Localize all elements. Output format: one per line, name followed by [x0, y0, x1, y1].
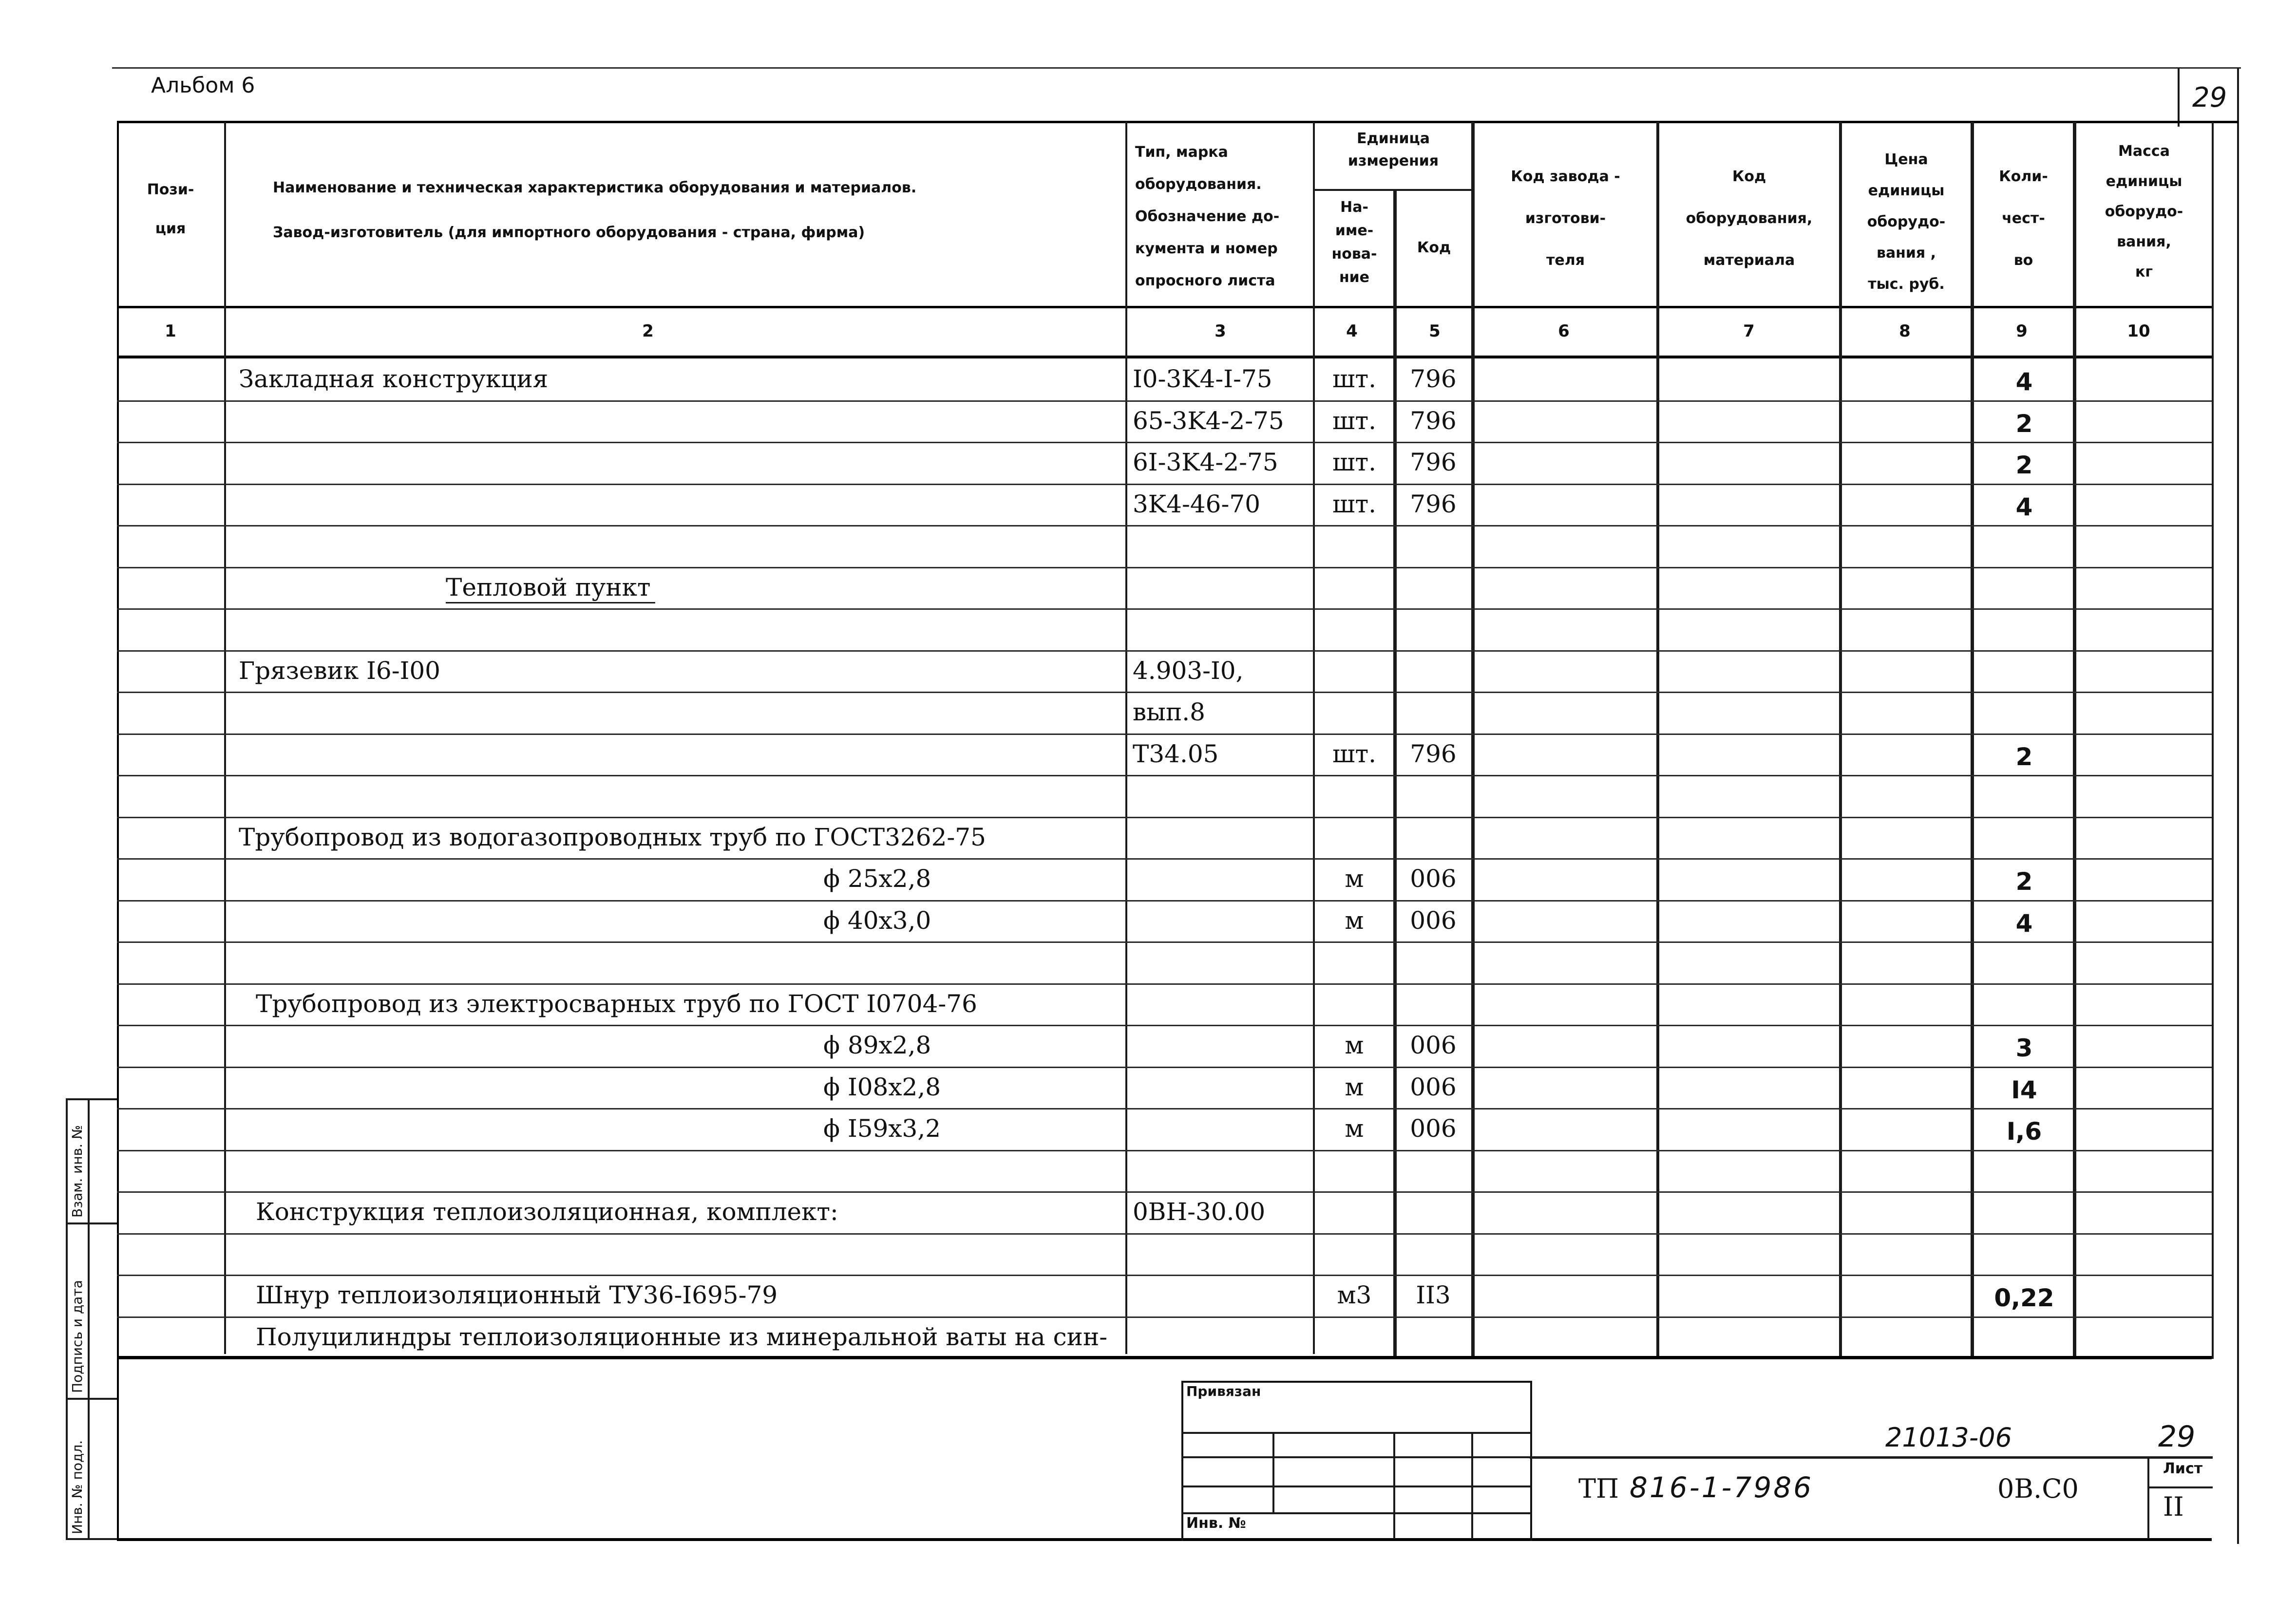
privyazan-v2: [1393, 1432, 1395, 1539]
colnum-9: 9: [2016, 321, 2028, 341]
colnum-2: 2: [642, 321, 654, 341]
col-line-6: [1656, 122, 1659, 1359]
side-label-inv: Инв. № подл.: [69, 1440, 85, 1534]
album-label: Альбом 6: [151, 73, 255, 98]
row-qty: 4: [2015, 368, 2033, 396]
side-label-sign: Подпись и дата: [69, 1280, 85, 1393]
section-code: 0B.C0: [1997, 1473, 2079, 1504]
row-line: [117, 775, 2212, 776]
row-line: [117, 1108, 2212, 1109]
header-pos: Пози- ция: [147, 181, 194, 237]
header-equip-code: Код оборудования, материала: [1686, 168, 1813, 269]
colnum-5: 5: [1429, 321, 1441, 341]
col-line-2: [1125, 122, 1127, 1354]
row-line: [117, 484, 2212, 485]
inv-no-label: Инв. №: [1186, 1515, 1246, 1532]
row-type: 65-3K4-2-75: [1133, 407, 1284, 435]
row-name: Трубопровод из водогазопроводных труб по ГОСТ3262-75: [239, 823, 986, 851]
privyazan-line-3: [1181, 1485, 1530, 1487]
colnum-6: 6: [1558, 321, 1570, 341]
row-type: 6I-3K4-2-75: [1133, 448, 1278, 476]
row-code: 006: [1410, 1031, 1457, 1059]
row-name: Грязевик I6-I00: [239, 657, 440, 685]
header-factory-code: Код завода - изготови- теля: [1511, 168, 1620, 269]
header-unit: Единица измерения: [1347, 130, 1439, 169]
privyazan-line-2: [1181, 1456, 1530, 1458]
row-name: Шнур теплоизоляционный ТУ36-I695-79: [256, 1281, 778, 1309]
colnum-bottom: [117, 356, 2212, 358]
row-name: ϕ 40x3,0: [823, 906, 931, 935]
doc-prefix: ТП: [1578, 1473, 1619, 1504]
row-line: [117, 1233, 2212, 1235]
row-line: [117, 1025, 2212, 1026]
stamp-sheet-mid: [2147, 1486, 2213, 1488]
privyazan-line-4: [1181, 1512, 1530, 1514]
row-unit: шт.: [1332, 365, 1377, 393]
row-qty: 4: [2015, 493, 2033, 521]
stamp-sheet-left: [2147, 1456, 2149, 1539]
row-code: 796: [1410, 407, 1457, 435]
header-bottom: [117, 306, 2212, 308]
row-line: [117, 1316, 2212, 1318]
row-line: [117, 692, 2212, 693]
privyazan-label: Привязан: [1186, 1383, 1261, 1399]
unit-subheader-line: [1314, 189, 1472, 191]
row-line: [117, 400, 2212, 402]
row-code: 796: [1410, 740, 1457, 768]
row-name: ϕ I59x3,2: [823, 1114, 941, 1143]
row-qty: 3: [2015, 1034, 2033, 1062]
row-qty: 2: [2015, 451, 2033, 479]
colnum-10: 10: [2127, 321, 2150, 341]
row-qty: I4: [2011, 1076, 2037, 1104]
table-body-bottom: [117, 1356, 2212, 1359]
row-code: 796: [1410, 365, 1457, 393]
colnum-4: 4: [1346, 321, 1358, 341]
row-qty: 2: [2015, 410, 2033, 438]
row-line: [117, 608, 2212, 610]
privyazan-line-1: [1181, 1432, 1530, 1434]
row-name: Тепловой пункт: [446, 573, 651, 602]
col-line-4: [1393, 190, 1397, 1359]
row-code: II3: [1416, 1281, 1451, 1309]
row-name: Трубопровод из электросварных труб по ГОСТ I0704-76: [256, 990, 977, 1018]
row-code: 006: [1410, 1073, 1457, 1101]
row-name: Полуцилиндры теплоизоляционные из минеральной ваты на син-: [256, 1323, 1108, 1351]
stamp-bottom: [117, 1538, 2212, 1541]
header-unit-name: На- име- нова- ние: [1331, 199, 1377, 286]
row-line: [117, 858, 2212, 860]
table-top: [117, 121, 2238, 123]
row-name: ϕ I08x2,8: [823, 1073, 941, 1101]
privyazan-v1: [1272, 1432, 1274, 1512]
side-strip-bottom: [66, 1538, 117, 1540]
top-rule: [112, 67, 2241, 69]
row-code: 796: [1410, 490, 1457, 518]
row-qty: 2: [2015, 743, 2033, 771]
row-code: 006: [1410, 1114, 1457, 1143]
row-qty: 4: [2015, 909, 2033, 938]
side-strip-left: [66, 1098, 68, 1539]
col-line-1: [224, 122, 226, 1354]
page-number-top: 29: [2192, 82, 2227, 113]
header-unit-code: Код: [1417, 239, 1451, 256]
col-line-5: [1471, 122, 1475, 1359]
row-line: [117, 1150, 2212, 1151]
header-qty: Коли- чест- во: [1999, 168, 2048, 269]
row-unit: шт.: [1332, 407, 1377, 435]
doc-number: 816-1-7986: [1630, 1471, 1814, 1504]
row-type: I0-3K4-I-75: [1133, 365, 1272, 393]
row-code: 796: [1410, 448, 1457, 476]
heading-underline: [446, 602, 655, 603]
row-qty: 0,22: [1994, 1284, 2054, 1312]
colnum-3: 3: [1214, 321, 1226, 341]
row-line: [117, 817, 2212, 818]
row-line: [117, 733, 2212, 735]
handwritten-page: 29: [2158, 1420, 2196, 1454]
row-unit: м: [1345, 1114, 1364, 1143]
row-line: [117, 1191, 2212, 1193]
row-name: Закладная конструкция: [239, 365, 549, 393]
row-code: 006: [1410, 865, 1457, 893]
row-code: 006: [1410, 906, 1457, 935]
row-type: T34.05: [1133, 740, 1219, 768]
row-line: [117, 1067, 2212, 1068]
row-type: вып.8: [1133, 698, 1205, 726]
row-unit: м: [1345, 1073, 1364, 1101]
row-line: [117, 650, 2212, 652]
colnum-7: 7: [1743, 321, 1755, 341]
col-line-8: [1971, 122, 1974, 1359]
row-line: [117, 900, 2212, 902]
side-strip-div2: [66, 1398, 117, 1400]
col-line-7: [1839, 122, 1842, 1359]
handwritten-code: 21013-06: [1885, 1422, 2012, 1453]
row-line: [117, 525, 2212, 526]
side-strip-mid: [88, 1098, 90, 1539]
pagebox-left: [2178, 68, 2180, 127]
row-unit: м: [1345, 1031, 1364, 1059]
row-unit: м: [1345, 906, 1364, 935]
sheet-value: II: [2163, 1491, 2184, 1522]
header-type: Тип, марка оборудования. Обозначение до- кумента и номер опросного листа: [1135, 144, 1280, 289]
row-name: ϕ 89x2,8: [823, 1031, 931, 1059]
row-line: [117, 442, 2212, 443]
row-line: [117, 941, 2212, 943]
side-label-replace: Взам. инв. №: [69, 1125, 85, 1218]
col-line-0: [117, 122, 119, 1364]
row-type: 0BH-30.00: [1133, 1198, 1266, 1226]
header-mass: Масса единицы оборудо- вания, кг: [2105, 143, 2183, 281]
privyazan-v3: [1471, 1432, 1473, 1539]
row-unit: шт.: [1332, 448, 1377, 476]
row-unit: м: [1345, 865, 1364, 893]
row-qty: 2: [2015, 867, 2033, 896]
col-line-9: [2073, 122, 2076, 1359]
pagebox-right: [2237, 68, 2239, 1544]
frame-left-bottom: [117, 1354, 119, 1539]
row-line: [117, 567, 2212, 568]
colnum-8: 8: [1899, 321, 1911, 341]
col-line-10: [2212, 122, 2214, 1359]
row-line: [117, 983, 2212, 985]
row-unit: м3: [1337, 1281, 1372, 1309]
stamp-top-rule: [1530, 1456, 2213, 1459]
side-strip-div1: [66, 1222, 117, 1224]
row-qty: I,6: [2006, 1117, 2042, 1146]
colnum-1: 1: [165, 321, 176, 341]
side-strip-top: [66, 1098, 117, 1100]
row-name: ϕ 25x2,8: [823, 865, 931, 893]
row-unit: шт.: [1332, 490, 1377, 518]
header-name: Наименование и техническая характеристика оборудования и материалов. Завод-изготовитель (для импортного оборудования - страна, фирма): [273, 179, 917, 241]
row-line: [117, 1275, 2212, 1276]
row-unit: шт.: [1332, 740, 1377, 768]
row-name: Конструкция теплоизоляционная, комплект:: [256, 1198, 838, 1226]
sheet-label: Лист: [2163, 1460, 2203, 1477]
row-type: 4.903-I0,: [1133, 657, 1244, 685]
header-price: Цена единицы оборудо- вания , тыс. руб.: [1867, 151, 1946, 293]
row-type: 3K4-46-70: [1133, 490, 1261, 518]
col-line-3: [1313, 122, 1315, 1354]
